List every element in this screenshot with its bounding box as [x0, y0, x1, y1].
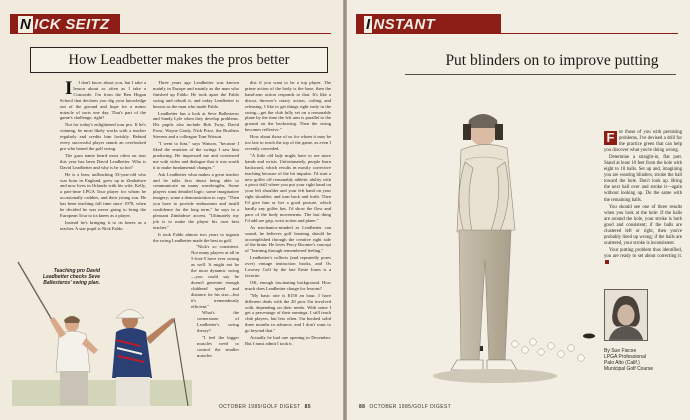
- author-portrait: [604, 289, 648, 341]
- col3-para: OK, enough fascinating background. How much does Leadbetter charge for lessons?: [245, 279, 331, 291]
- section-header-text: ICK SEITZ: [34, 16, 110, 33]
- col1-para: He is a lean, unflinching 33-year-old who was born in England, grew up in Zimbabwe and now lives in Orlando with his wife, Kelly, a part-time LPGA Tour player for whom he occasionally caddies, and their young son. He has been teaching full time since 1978, when he decided he was never going to bring the European Tour to its knees as a player.: [60, 171, 146, 218]
- col3-para: As mechanics-minded as Leadbetter can sound, he believes golf learning should be accomplished through the creative right side of the brain. He loves Percy Boomer's concept of "learning through remembered feeling.": [245, 224, 331, 254]
- byline-line: By Sue Fiscoe: [604, 348, 637, 354]
- col2-para: "Nick's so consistent. Not many players at all in 5-foot-5 have ever swung as well. It might not be the most dynamic swing—you could say he doesn't generate enough clubhead speed and distance for his size—but it's tremendously efficient.": [191, 244, 239, 309]
- end-mark-icon: [605, 260, 609, 264]
- lesson-para: You should see one of three results when you look at the hole: If the balls are around the hole, your stroke is both good and consistent; if the balls are clustered left or right, then you're probably lined up wrong; if the balls are scattered, your stroke is inconsistent.: [604, 204, 682, 246]
- col3-para: "A little old lady might have to see more hands and wrists. Unfortunately, people learn backward, which results in mostly corrective teaching because of the bit impulse. I'd start a new golfer off reasonably athletic ability with a pivot drill where you put your right hand on your left shoulder and your left hand on your right shoulder, and turn back and forth. Then I'd give him or her a good posture, which hardly any golfer has. I'd show the flow and pace of the body movements. The last thing I'd add are grip, wrist action and plane.": [245, 152, 331, 223]
- putting-golfer-illustration: [365, 90, 597, 395]
- left-page: [0, 0, 343, 420]
- left-folio: OCTOBER 1985/GOLF DIGEST 85: [218, 404, 311, 410]
- right-page: [347, 0, 690, 420]
- lesson-body: [604, 130, 682, 267]
- col1-para: Instead he's bringing it to its knees as a teacher. A star pupil is Nick Faldo.: [60, 219, 146, 231]
- col2-para: Three years ago Leadbetter was known mainly in Europe and mainly as the man who finished up Faldo. He took apart the Faldo swing and rebuilt it, and today Leadbetter is known as the man who made Faldo.: [153, 80, 239, 109]
- col3-para: Actually he had one opening in December. But I must admit I took it.: [245, 335, 331, 346]
- col3-para: dist if you want to be a top player. The prime action of the body is the base, then the hand-arm action responds to that. It's like a discus thrower's rotary action, coiling and releasing. I like to get things right early in the swing—get the club fully set on a reasonable plane by the time the left arm is parallel to the ground on the backswing. Then the swing becomes reflexive.": [245, 80, 331, 133]
- title-rule: [405, 74, 676, 75]
- photo-caption: Teaching pro David Leadbetter checks Sevе Ballesteros' swing plan.: [43, 268, 100, 287]
- col2-para: Leadbetter has a look at Seve Ballesteros and Sandy Lyle when they develop problems. His pupils also include Bob Tway, David Frost, Wayne Grady, Nick Price, the Brothers Stevens and a colleague Tom Watson.: [153, 110, 239, 140]
- teaching-golfers-illustration: [12, 260, 192, 406]
- byline-line: LPGA Professional: [604, 354, 646, 361]
- byline-line: Municipal Golf Course: [604, 366, 654, 373]
- lesson-title: Put blinders on to improve putting: [445, 52, 659, 69]
- section-header-text: NSTANT LESSON: [364, 16, 435, 51]
- col2-para: It took Faldo almost two years to ingrain the swing Leadbetter made the best in golf.: [153, 231, 239, 243]
- article-headline-box: [30, 47, 328, 73]
- drop-cap: F: [604, 131, 617, 145]
- section-header-cap: I: [366, 16, 371, 33]
- lesson-para: Your putting problem thus identified, you are ready to set about correcting it.: [604, 248, 682, 266]
- col1-para: I I don't know about you, but I take a lesson about as often as I take a Concorde. I'm from the Ben Hogan School that declares you dig your knowledge out of the ground and hope for a minor miracle of sorts one day. That's part of the game's challenge, right?: [60, 78, 146, 121]
- section-header-cap: N: [20, 16, 32, 33]
- drop-cap: I: [65, 78, 73, 99]
- right-folio: 88 OCTOBER 1985/GOLF DIGEST: [359, 404, 452, 410]
- lesson-para: F or those of you with persisting problems, I've devised a drill for the practice green that can help you discover what you're doing wrong.: [604, 130, 682, 154]
- article-column-3: [245, 80, 331, 348]
- col2-para: "I feel the bigger muscles need to control the smaller muscles: [197, 335, 239, 358]
- article-column-1: [60, 80, 146, 233]
- col3-para: Leadbetter's collects (and repeatedly pores over) vintage instruction books, and Os Lowney Golf by the late Ernie Jones is a favorite.: [245, 255, 331, 278]
- col3-para: "My basic rate is $150 an hour. I have different deals with the 20 pros I'm involved with, depending on their needs. With some I get a percentage of their earnings. I still teach club players, but less often. I'm booked solid three months in advance, and I don't want to go beyond that.": [245, 292, 331, 334]
- section-header-nick-seitz: [10, 14, 120, 34]
- author-byline: [604, 348, 684, 372]
- header-rule: [10, 33, 331, 34]
- section-header-instant-lesson: [356, 14, 501, 51]
- header-rule: [356, 33, 678, 34]
- lesson-para: Determine a straight-in, flat putt. Stand at least 10 feet from the hole with eight to 10 balls. Set up and, imagining you are wearing blinders, stroke the ball toward the hole. Don't look up. Bring the next ball over and stroke it—again without looking up. Do the same with the remaining balls.: [604, 155, 682, 203]
- byline-line: Palo Alto (Calif.): [604, 360, 640, 367]
- col2-para: "I went to him," says Watson, "because I liked the emotion of the swings I saw him producing. He impressed me and convinced me with video and dialogue that it was worth it to make fundamental changes.": [153, 141, 239, 170]
- col2-para: Ask Leadbetter what makes a great teacher and he talks first about being able to communicate on many wavelengths. Some players want detailed logic; some imaginative imagery; some a demonstration to copy. "Then you have to provide enthusiasm and instill confidence for the long term," he says in a pleasant Zimbabwe accent. "Ultimately my job is to make the player his own best teacher.": [153, 171, 239, 230]
- col1-para: Not for today's enlightened tour pro. If he's winning, he most likely works with a teacher regularly and credits him lavishly. Behind every successful player stands an overlooked pro who honed the golf swing.: [60, 122, 146, 151]
- col1-para: The guru name heard most often on tour this year has been David Leadbetter. Who is David Leadbetter and why is he so hot?: [60, 152, 146, 170]
- col2-para: What's the cornerstone of Leadbetter's swing theory?: [197, 310, 239, 334]
- col3-para: How about those of us for whom it may be too late to reach the top of the game, as even I recently conceded.: [245, 134, 331, 151]
- article-headline: How Leadbetter makes the pros better: [68, 52, 290, 68]
